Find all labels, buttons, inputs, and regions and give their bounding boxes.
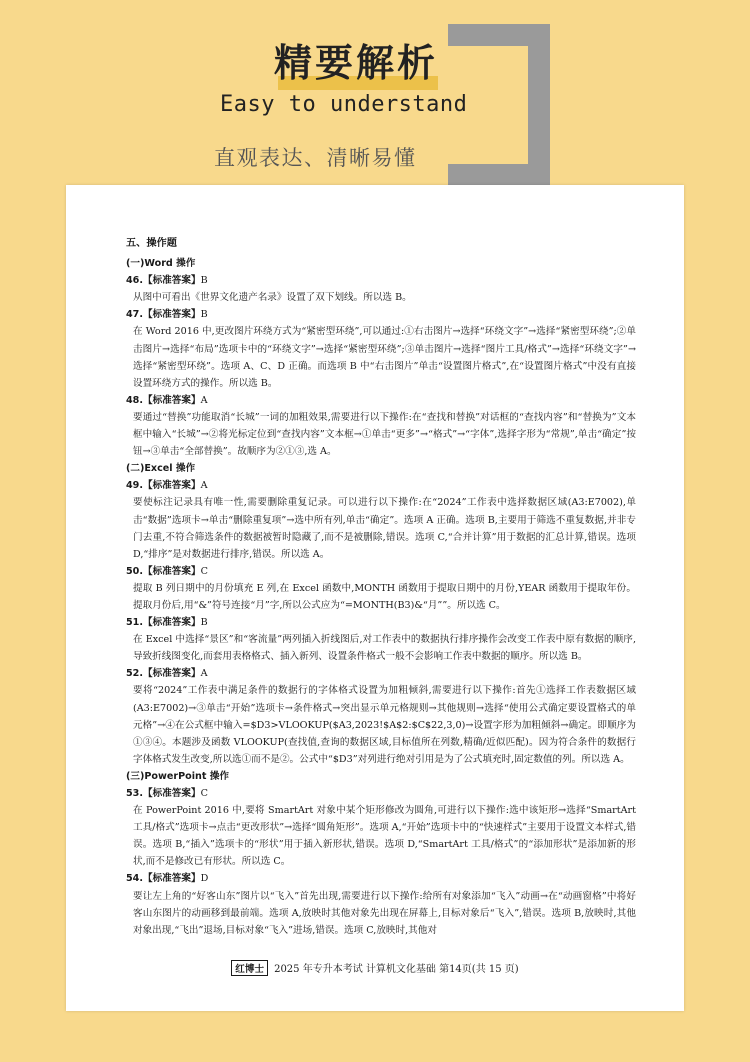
section-title: 五、操作题 bbox=[126, 238, 177, 249]
hero-subtitle: Easy to understand bbox=[220, 92, 468, 117]
question-number: 46. bbox=[126, 275, 143, 287]
answer-label: 【标准答案】 bbox=[143, 309, 201, 321]
answer-label: 【标准答案】 bbox=[143, 275, 201, 287]
question-explanation: 要通过“替换”功能取消“长城”一词的加粗效果,需要进行以下操作:在“查找和替换”对话框的“查找内容”和“替换为”文本框中输入“长城”→②将光标定位到“查找内容”文本框→①单击“更多”→“格式”→“字体”,选择字形为“常规”,单击“确定”按钮→③单击“全部替换”。故顺序为②①③,选 A。 bbox=[133, 411, 636, 458]
answer-value: A bbox=[200, 394, 208, 406]
question-explanation: 要将“2024”工作表中满足条件的数据行的字体格式设置为加粗倾斜,需要进行以下操作:首先①选择工作表数据区域(A3:E7002)→③单击“开始”选项卡→条件格式→突出显示单元格规则→其他规则→选择“使用公式确定要设置格式的单元格”→④在公式框中输入=$D3>VLOOKUP($A3,2023!$A$2:$C$22,3,0)→设置字形为加粗倾斜→确定。即顺序为①③④。本题涉及函数 VLOOKUP(查找值,查询的数据区域,目标值所在列数,精确/近似匹配)。因为符合条件的数据行字体格式发生改变,所以选①而不是②。公式中“$D3”对列进行绝对引用是为了公式填充时,固定数值的列。所以选 A。 bbox=[133, 685, 636, 765]
powerpoint-heading: (三)PowerPoint 操作 bbox=[126, 770, 229, 782]
question-header bbox=[126, 665, 636, 682]
answer-label: 【标准答案】 bbox=[143, 873, 201, 885]
publisher-logo: 红博士 bbox=[231, 960, 268, 976]
hero-banner bbox=[0, 0, 750, 185]
answer-label: 【标准答案】 bbox=[143, 394, 201, 406]
question-explanation: 从图中可看出《世界文化遗产名录》设置了双下划线。所以选 B。 bbox=[133, 292, 412, 304]
answer-label: 【标准答案】 bbox=[143, 668, 201, 680]
document-page bbox=[66, 185, 684, 1011]
question-explanation: 在 Word 2016 中,更改图片环绕方式为“紧密型环绕”,可以通过:①右击图片→选择“环绕文字”→选择“紧密型环绕”;②单击图片→选择“布局”选项卡中的“环绕文字”→选择“紧密型环绕”;③单击图片→选择“图片工具/格式”→选择“环绕文字”→选择“紧密型环绕”。选项 A、C、D 正确。而选项 B 中“右击图片”单击“设置图片格式”,在“设置图片格式”中没有直接设置环绕方式的操作。所以选 B。 bbox=[133, 326, 636, 389]
question-number: 53. bbox=[126, 788, 143, 799]
word-heading: (一)Word 操作 bbox=[126, 258, 196, 270]
question-header bbox=[126, 306, 636, 323]
hero-title: 精要解析 bbox=[274, 41, 439, 85]
question-explanation: 要使标注记录具有唯一性,需要删除重复记录。可以进行以下操作:在“2024”工作表中选择数据区域(A3:E7002),单击“数据”选项卡→单击“删除重复项”→选中所有列,单击“确定”。选项 A 正确。选项 B,主要用于筛选不重复数据,并非专门去重,不符合筛选条件的数据被暂时隐藏了,而不是被删除,错误。选项 C,“合并计算”用于数据的汇总计算,错误。选项 D,“排序”是对数据进行排序,错误。所以选 A。 bbox=[133, 497, 636, 560]
question-header bbox=[126, 563, 636, 580]
question-header bbox=[126, 614, 636, 631]
page-footer bbox=[66, 960, 684, 976]
footer-text: 2025 年专升本考试 计算机文化基础 第14页(共 15 页) bbox=[274, 964, 519, 975]
question-number: 51. bbox=[126, 617, 143, 629]
question-explanation: 要让左上角的“好客山东”图片以“飞入”首先出现,需要进行以下操作:给所有对象添加“飞入”动画→在“动画窗格”中将好客山东图片的动画移到最前端。选项 A,放映时其他对象先出现在屏幕上,目标对象后“飞入”,错误。选项 B,放映时,其他对象出现,“飞出”退场,目标对象“飞入”进场,错误。选项 C,放映时,其他对 bbox=[133, 890, 636, 936]
question-header bbox=[126, 272, 636, 289]
question-number: 49. bbox=[126, 480, 143, 492]
answer-value: A bbox=[200, 480, 208, 492]
question-number: 54. bbox=[126, 873, 143, 885]
question-number: 50. bbox=[126, 565, 143, 577]
question-number: 47. bbox=[126, 309, 143, 321]
question-explanation: 在 PowerPoint 2016 中,要将 SmartArt 对象中某个矩形修改为圆角,可进行以下操作:选中该矩形→选择“SmartArt 工具/格式”选项卡→点击“更改形状”→选择“圆角矩形”。选项 A,“开始”选项卡中的“快速样式”主要用于设置文本样式,错误。选项 B,“插入”选项卡的“形状”用于插入新形状,错误。选项 D,“SmartArt 工具/格式”的“添加形状”是添加新的形状,而不是修改已有形状。所以选 C。 bbox=[133, 805, 636, 868]
answer-value: B bbox=[200, 275, 208, 287]
answer-label: 【标准答案】 bbox=[143, 617, 201, 629]
hero-title-wrap bbox=[274, 32, 438, 87]
question-header bbox=[126, 785, 636, 802]
question-header bbox=[126, 392, 636, 409]
document-content bbox=[126, 235, 636, 939]
answer-value: B bbox=[200, 309, 208, 321]
answer-value: C bbox=[200, 788, 208, 799]
answer-value: A bbox=[200, 668, 208, 680]
question-header bbox=[126, 477, 636, 494]
answer-value: B bbox=[200, 617, 208, 629]
excel-heading: (二)Excel 操作 bbox=[126, 463, 196, 475]
question-explanation: 在 Excel 中选择“景区”和“客流量”两列插入折线图后,对工作表中的数据执行排序操作会改变工作表中原有数据的顺序,导致折线图变化,而套用表格格式、插入新列、设置条件格式一般不会影响工作表中数据的顺序。所以选 B。 bbox=[133, 634, 636, 663]
answer-label: 【标准答案】 bbox=[143, 565, 201, 577]
answer-label: 【标准答案】 bbox=[143, 480, 201, 492]
answer-value: C bbox=[200, 565, 208, 577]
question-header bbox=[126, 870, 636, 887]
question-number: 48. bbox=[126, 394, 143, 406]
question-explanation: 提取 B 列日期中的月份填充 E 列,在 Excel 函数中,MONTH 函数用于提取日期中的月份,YEAR 函数用于提取年份。提取月份后,用“&”符号连接“月”字,所以公式应为“=MONTH(B3)&“月””。所以选 C。 bbox=[133, 582, 636, 611]
question-number: 52. bbox=[126, 668, 143, 680]
answer-label: 【标准答案】 bbox=[143, 788, 201, 799]
hero-tagline: 直观表达、清晰易懂 bbox=[214, 146, 417, 170]
answer-value: D bbox=[200, 873, 209, 885]
